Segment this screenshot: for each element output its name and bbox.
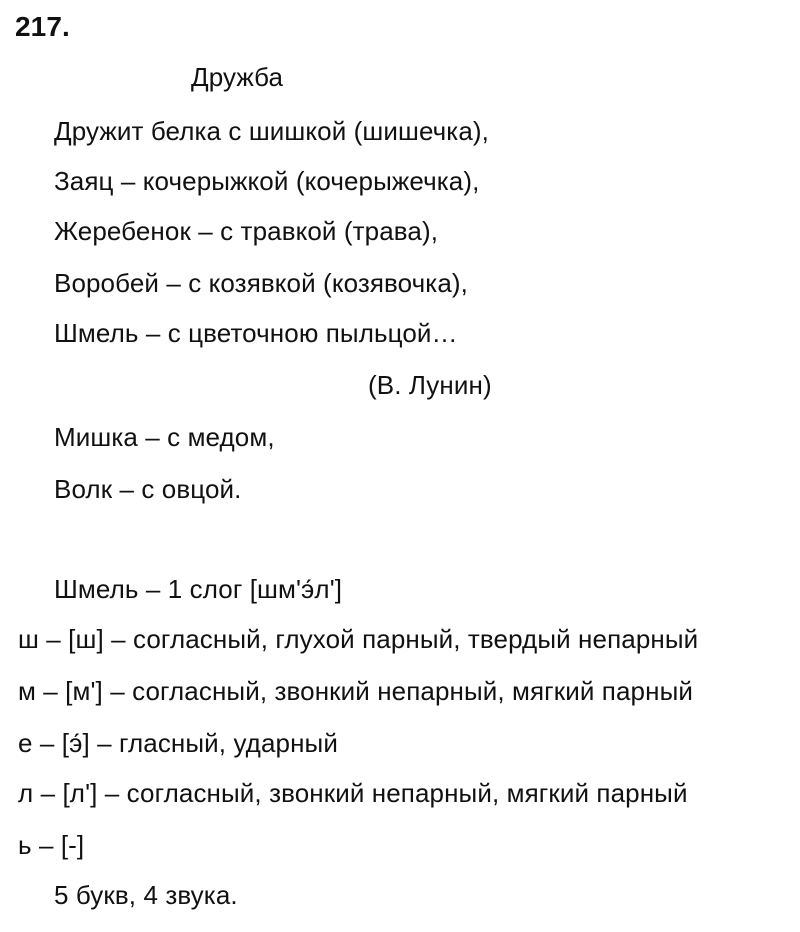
poem-line: Заяц – кочерыжкой (кочерыжечка), bbox=[54, 166, 480, 196]
poem-line: Шмель – с цветочною пыльцой… bbox=[54, 318, 458, 348]
poem-line: Воробей – с козявкой (козявочка), bbox=[54, 268, 468, 298]
poem-line: Жеребенок – с травкой (трава), bbox=[54, 216, 439, 246]
continuation-line: Волк – с овцой. bbox=[54, 474, 242, 504]
letter-analysis-line: ш – [ш] – согласный, глухой парный, твердый непарный bbox=[18, 624, 699, 654]
letter-analysis-line: ь – [-] bbox=[18, 830, 85, 860]
continuation-line: Мишка – с медом, bbox=[54, 422, 275, 452]
letter-analysis-line: л – [л'] – согласный, звонкий непарный, мягкий парный bbox=[18, 778, 688, 808]
poem-line: Дружит белка с шишкой (шишечка), bbox=[54, 116, 489, 146]
analysis-header: Шмель – 1 слог [шм'э́л'] bbox=[54, 574, 343, 604]
letter-analysis-line: е – [э́] – гласный, ударный bbox=[18, 728, 338, 758]
poem-title: Дружба bbox=[191, 62, 284, 92]
analysis-summary: 5 букв, 4 звука. bbox=[54, 880, 238, 910]
exercise-number: 217. bbox=[15, 11, 70, 42]
poem-author: (В. Лунин) bbox=[368, 370, 492, 400]
letter-analysis-line: м – [м'] – согласный, звонкий непарный, мягкий парный bbox=[18, 676, 693, 706]
